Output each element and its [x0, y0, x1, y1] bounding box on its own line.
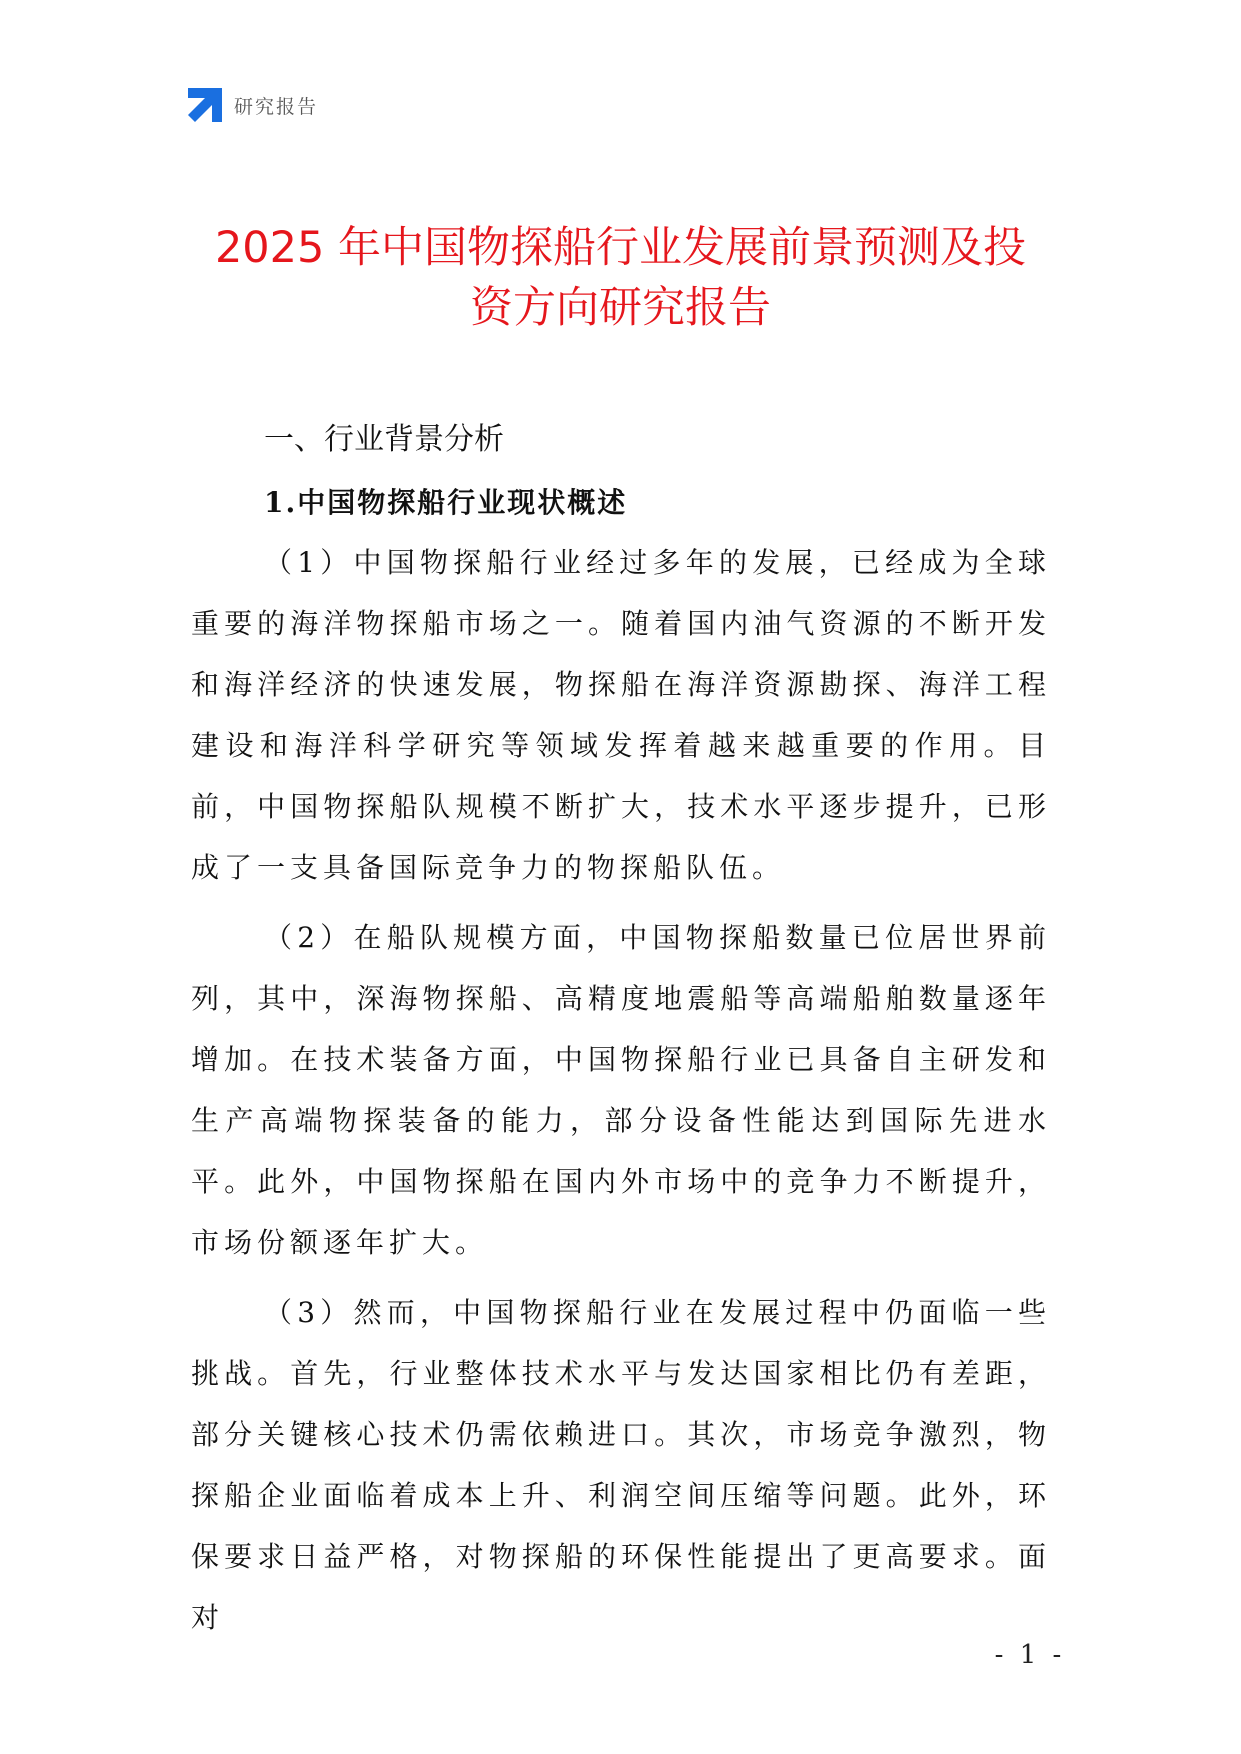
arrow-logo-icon — [188, 88, 222, 122]
section-heading: 一、行业背景分析 — [264, 422, 504, 457]
document-title-line-2: 资方向研究报告 — [470, 283, 771, 333]
page-number: - 1 - — [994, 1640, 1066, 1670]
page-header — [188, 88, 318, 122]
paragraph-1: （1）中国物探船行业经过多年的发展，已经成为全球重要的海洋物探船市场之一。随着国内油气资源的不断开发和海洋经济的快速发展，物探船在海洋资源勘探、海洋工程建设和海洋科学研究等领域发挥着越来越重要的作用。目前，中国物探船队规模不断扩大，技术水平逐步提升，已形成了一支具备国际竞争力的物探船队伍。 — [191, 546, 1051, 884]
document-title-line-1: 2025 年中国物探船行业发展前景预测及投 — [214, 223, 1027, 273]
document-title — [150, 218, 1091, 338]
paragraph-3: （3）然而，中国物探船行业在发展过程中仍面临一些挑战。首先，行业整体技术水平与发达国家相比仍有差距，部分关键核心技术仍需依赖进口。其次，市场竞争激烈，物探船企业面临着成本上升、利润空间压缩等问题。此外，环保要求日益严格，对物探船的环保性能提出了更高要求。面对 — [191, 1296, 1051, 1634]
header-label: 研究报告 — [234, 95, 319, 118]
paragraph-2: （2）在船队规模方面，中国物探船数量已位居世界前列，其中，深海物探船、高精度地震船等高端船舶数量逐年增加。在技术装备方面，中国物探船行业已具备自主研发和生产高端物探装备的能力，部分设备性能达到国际先进水平。此外，中国物探船在国内外市场中的竞争力不断提升，市场份额逐年扩大。 — [191, 921, 1051, 1259]
subsection-heading: 1.中国物探船行业现状概述 — [264, 486, 628, 519]
